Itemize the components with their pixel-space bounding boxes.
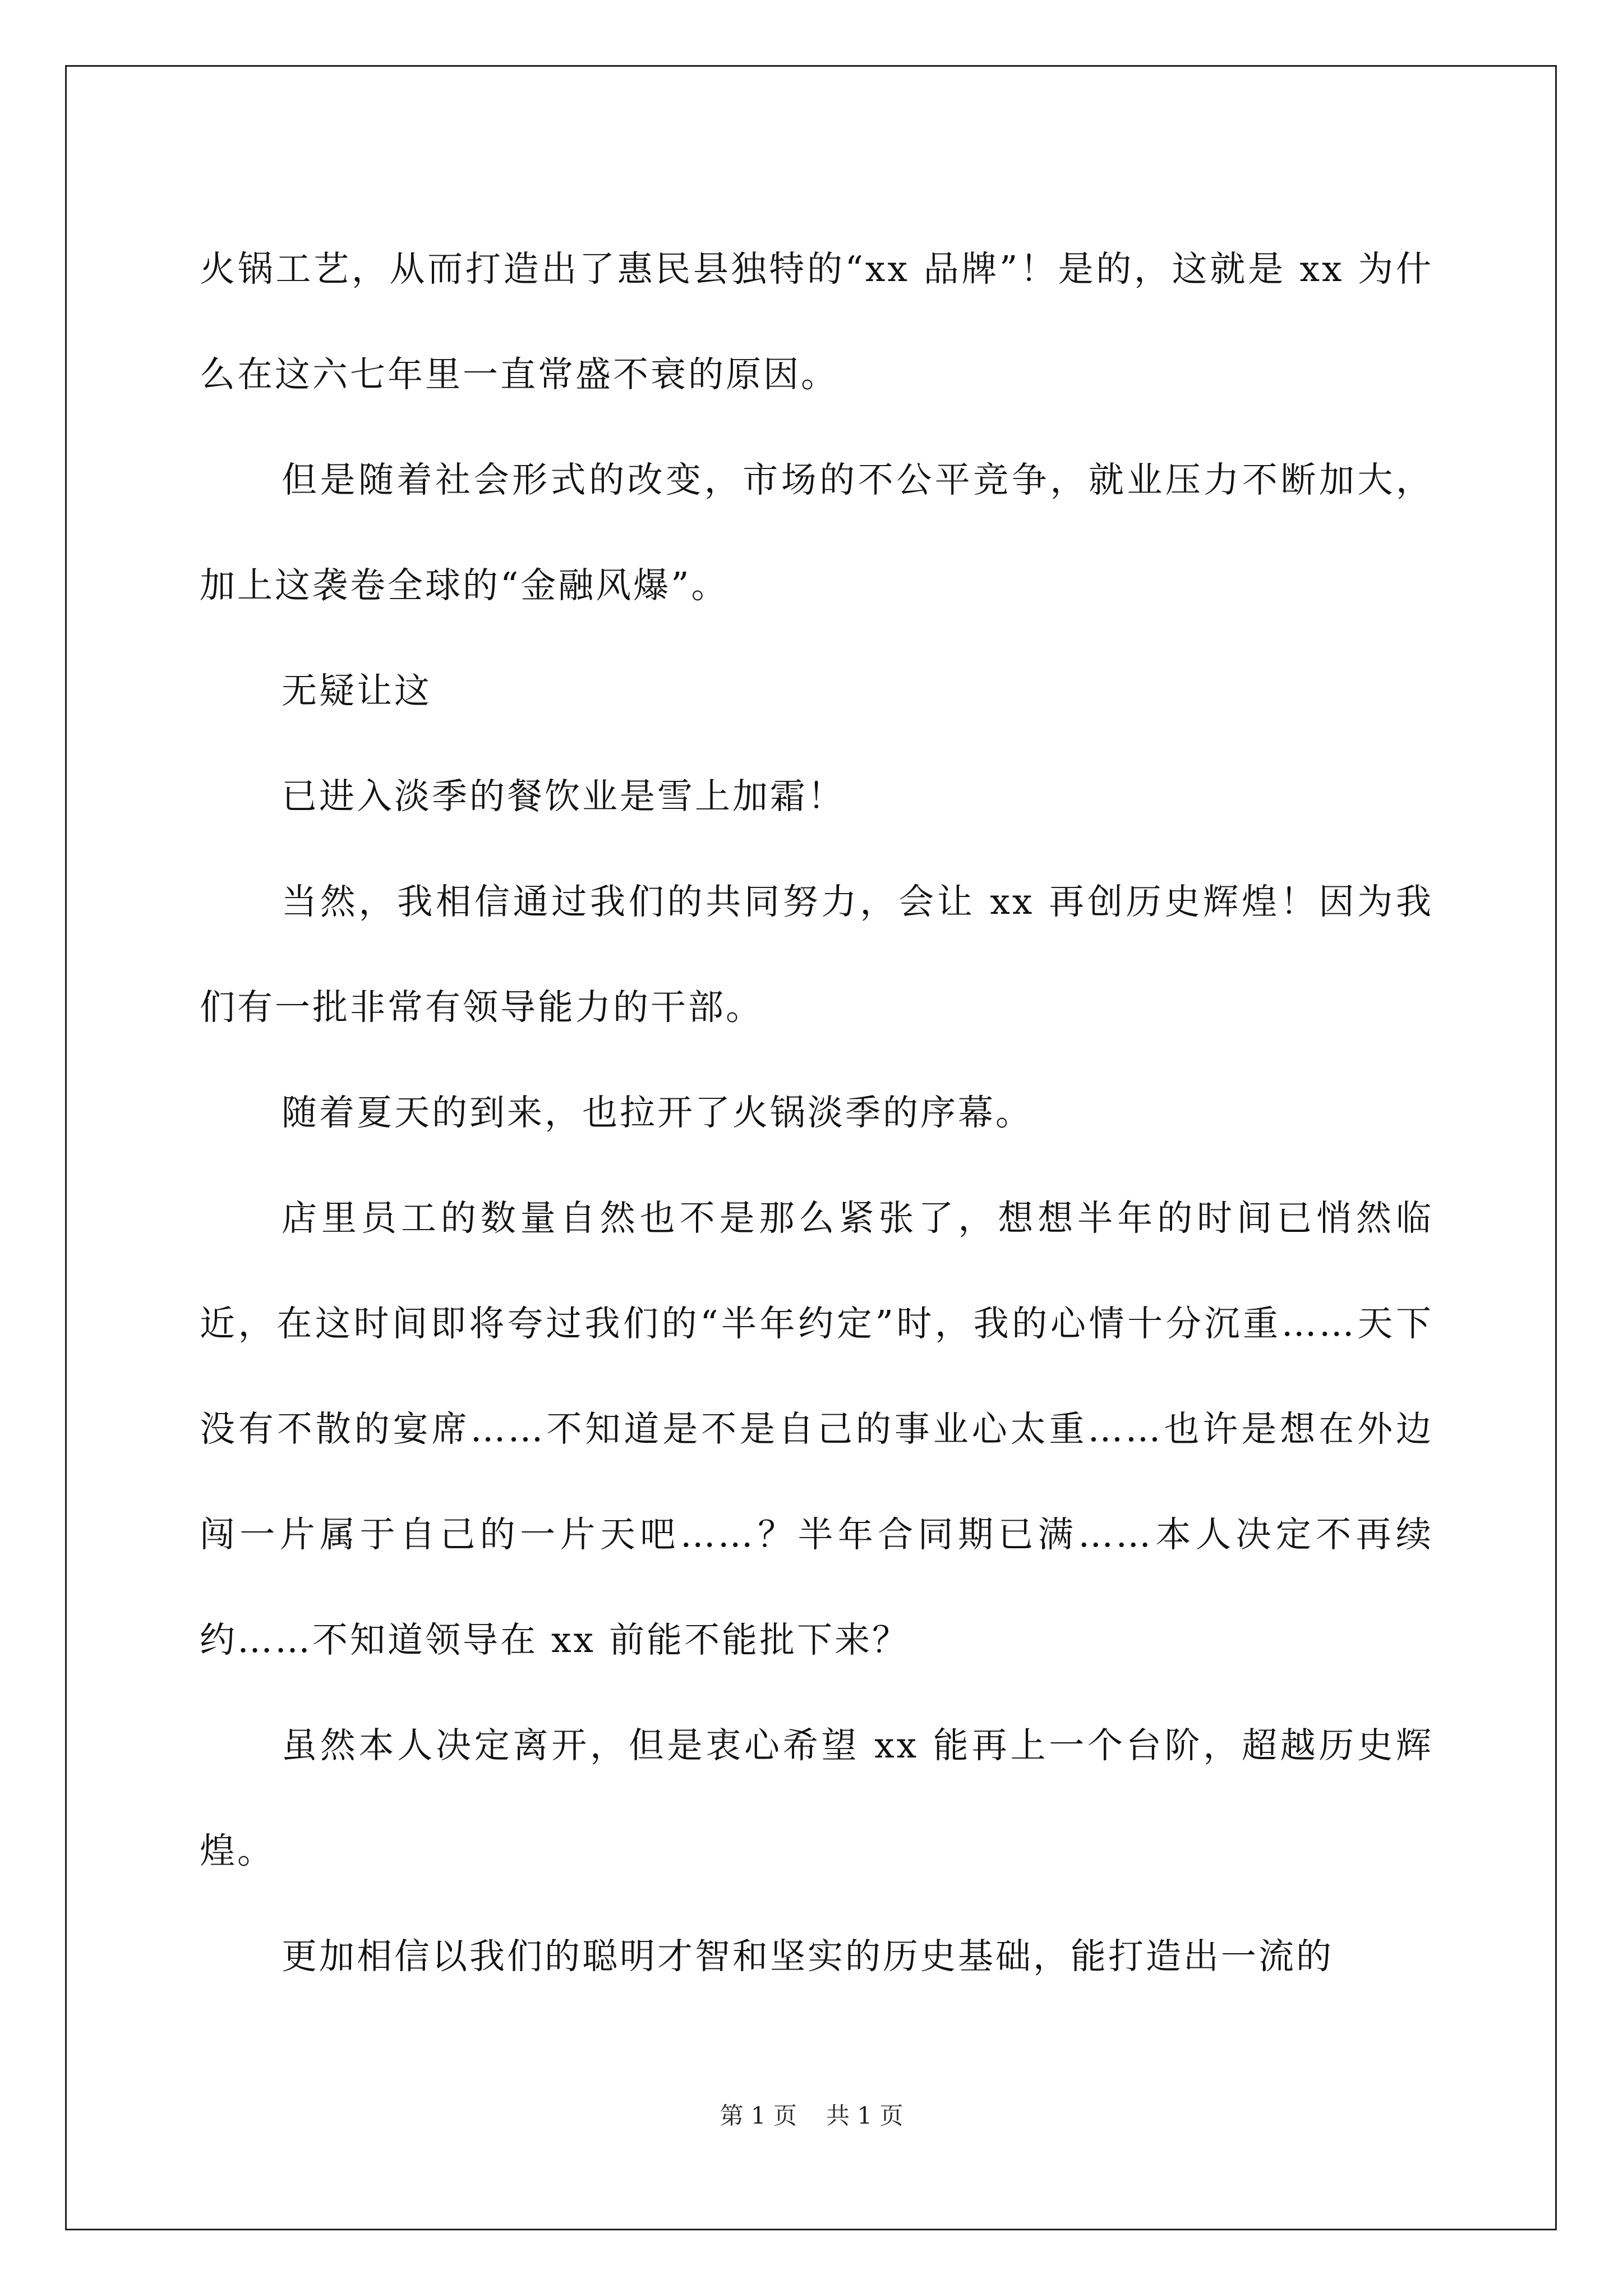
paragraph-6: 随着夏天的到来，也拉开了火锅淡季的序幕。 [282,1092,1033,1133]
paragraph-9: 更加相信以我们的聪明才智和坚实的历史基础，能打造出一流的 [282,1936,1334,1977]
paragraph-2: 但是随着社会形式的改变，市场的不公平竞争，就业压力不断加大，加上这袭卷全球的“金融风爆”。 [200,459,1433,606]
paragraph-4: 已进入淡季的餐饮业是雪上加霜！ [282,776,845,817]
paragraph-1: 火锅工艺，从而打造出了惠民县独特的“xx 品牌”！是的，这就是 xx 为什么在这六七年里一直常盛不衰的原因。 [200,249,1433,395]
paragraph-3: 无疑让这 [282,670,432,711]
document-body [200,217,1433,2009]
paragraph-7: 店里员工的数量自然也不是那么紧张了，想想半年的时间已悄然临近，在这时间即将夸过我们的“半年约定”时，我的心情十分沉重……天下没有不散的宴席……不知道是不是自己的事业心太重……也许是想在外边闯一片属于自己的一片天吧……？半年合同期已满……本人决定不再续约……不知道领导在 xx 前能不能批下来？ [200,1198,1433,1660]
page-total: 共 1 页 [826,2102,903,2129]
paragraph-5: 当然，我相信通过我们的共同努力，会让 xx 再创历史辉煌！因为我们有一批非常有领导能力的干部。 [200,881,1433,1028]
paragraph-8: 虽然本人决定离开，但是衷心希望 xx 能再上一个台阶，超越历史辉煌。 [200,1725,1433,1871]
page-footer [0,2099,1623,2133]
page-number: 第 1 页 [720,2102,797,2129]
